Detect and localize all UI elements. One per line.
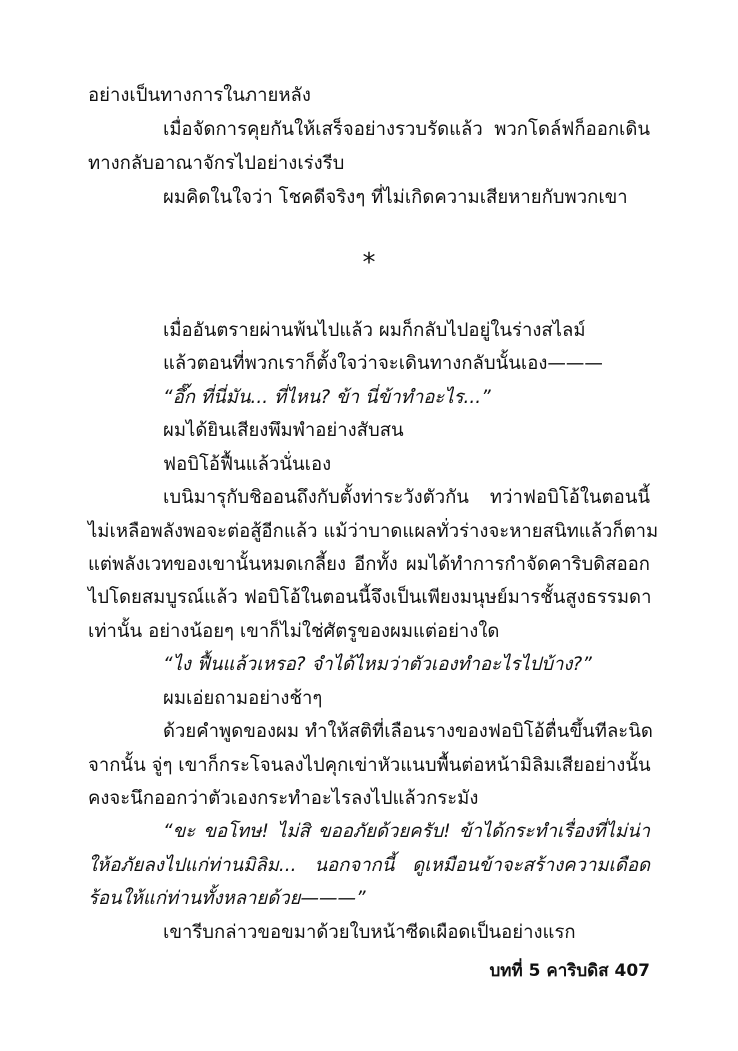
dialogue-line: “ไง ฟื้นแล้วเหรอ? จำได้ไหมว่าตัวเองทำอะไรไปบ้าง?” — [163, 654, 592, 675]
paragraph-first-line: ด้วยคำพูดของผม ทำให้สติที่เลือนรางของฟอบิโอ้ตื่นขึ้นทีละนิด — [163, 721, 653, 742]
paragraph-first-line: ผมได้ยินเสียงพึมพำอย่างสับสน — [163, 420, 404, 441]
paragraph-first-line: ผมเอ่ยถามอย่างช้าๆ — [163, 688, 323, 709]
text-line: ไม่เหลือพลังพอจะต่อสู้อีกแล้ว แม้ว่าบาดแผลทั่วร่างจะหายสนิทแล้วก็ตาม — [88, 521, 659, 542]
paragraph-first-line: เบนิมารุกับชิออนถึงกับตั้งท่าระวังตัวกัน ทว่าฟอบิโอ้ในตอนนี้ — [163, 487, 650, 508]
dialogue-line: ร้อนให้แก่ท่านทั้งหลายด้วย———” — [88, 888, 366, 909]
paragraph-first-line: แล้วตอนที่พวกเราก็ตั้งใจว่าจะเดินทางกลับนั้นเอง——— — [163, 353, 603, 374]
text-line: จากนั้น จู่ๆ เขาก็กระโจนลงไปคุกเข่าหัวแนบพื้นต่อหน้ามิลิมเสียอย่างนั้น — [88, 755, 651, 776]
paragraph-first-line: ผมคิดในใจว่า โชคดีจริงๆ ที่ไม่เกิดความเสียหายกับพวกเขา — [163, 187, 628, 208]
scene-break-separator: * — [362, 248, 376, 278]
paragraph-first-line: เมื่ออันตรายผ่านพ้นไปแล้ว ผมก็กลับไปอยู่ในร่างสไลม์ — [163, 320, 586, 341]
text-line: เท่านั้น อย่างน้อยๆ เขาก็ไม่ใช่ศัตรูของผมแต่อย่างใด — [88, 621, 500, 642]
running-footer: บทที่ 5 คาริบดิส 407 — [489, 961, 650, 981]
paragraph-first-line: เมื่อจัดการคุยกันให้เสร็จอย่างรวบรัดแล้ว พวกโดล์ฟก็ออกเดิน — [163, 119, 650, 140]
text-line: แต่พลังเวทของเขานั้นหมดเกลี้ยง อีกทั้ง ผมได้ทำการกำจัดคาริบดิสออก — [88, 554, 650, 575]
dialogue-line: ให้อภัยลงไปแก่ท่านมิลิม... นอกจากนี้ ดูเหมือนข้าจะสร้างความเดือด — [88, 855, 650, 876]
text-line: ไปโดยสมบูรณ์แล้ว ฟอบิโอ้ในตอนนี้จึงเป็นเพียงมนุษย์มารชั้นสูงธรรมดา — [88, 587, 652, 608]
paragraph-first-line: เขารีบกล่าวขอขมาด้วยใบหน้าซีดเผือดเป็นอย่างแรก — [163, 922, 576, 943]
dialogue-line: “ขะ ขอโทษ! ไม่สิ ขออภัยด้วยครับ! ข้าได้กระทำเรื่องที่ไม่น่า — [163, 821, 650, 842]
text-line: คงจะนึกออกว่าตัวเองกระทำอะไรลงไปแล้วกระมัง — [88, 788, 479, 809]
text-line: อย่างเป็นทางการในภายหลัง — [88, 85, 311, 106]
dialogue-line: “อึ๊ก ที่นี่มัน... ที่ไหน? ข้า นี่ข้าทำอะไร...” — [163, 387, 491, 408]
paragraph-first-line: ฟอบิโอ้ฟื้นแล้วนั่นเอง — [163, 454, 332, 475]
text-line: ทางกลับอาณาจักรไปอย่างเร่งรีบ — [88, 153, 345, 174]
